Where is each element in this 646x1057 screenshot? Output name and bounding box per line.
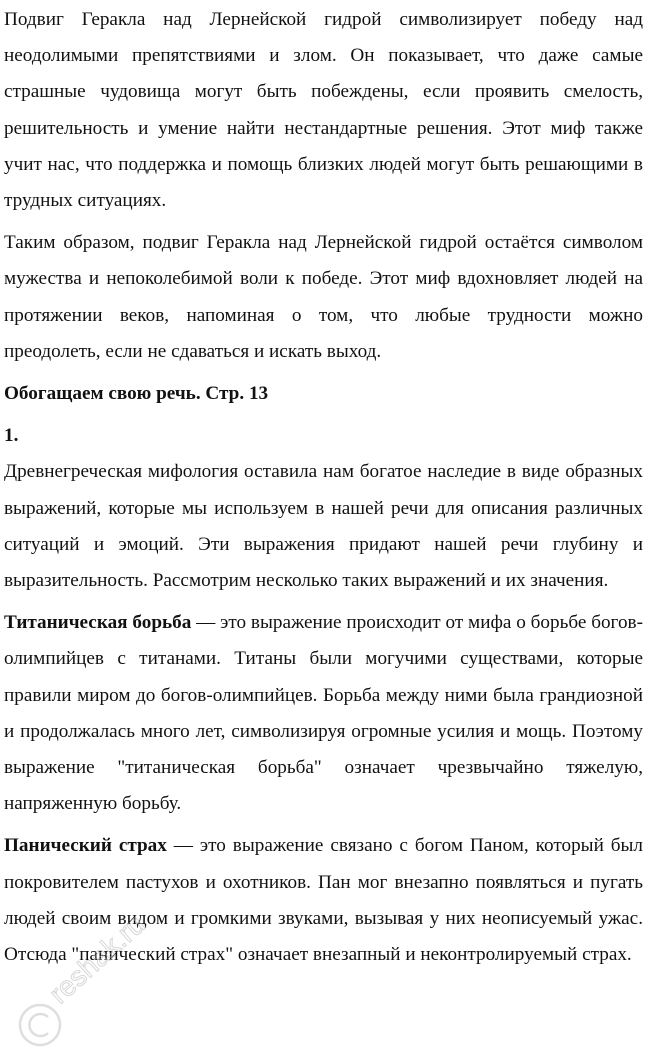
term-panic-fear — [4, 828, 643, 973]
term-definition: — это выражение происходит от мифа о борьбе богов-олимпийцев с титанами. Титаны были могучими существами, которые правили миром до богов-олимпийцев. Борьба между ними была грандиозной и продолжалась много лет, символизируя огромные усилия и мощь. Поэтому выражение "титаническая борьба" означает чрезвычайно тяжелую, напряженную борьбу. — [4, 612, 643, 815]
watermark-text: reshak.ru — [43, 908, 151, 1010]
paragraph-hydra-meaning: Подвиг Геракла над Лернейской гидрой символизирует победу над неодолимыми препятствиями и злом. Он показывает, что даже самые страшные чудовища могут быть побеждены, если проявить смелость, решительность и умение найти нестандартные решения. Этот миф также учит нас, что поддержка и помощь близких людей могут быть решающими в трудных ситуациях. — [4, 9, 643, 212]
term-definition: — это выражение связано с богом Паном, который был покровителем пастухов и охотников. Пан мог внезапно появляться и пугать людей своим видом и громкими звуками, вызывая у них неописуемый ужас. Отсюда "панический страх" означает внезапный и неконтролируемый страх. — [4, 835, 643, 966]
term-titanic-struggle — [4, 605, 643, 822]
term-title: Титаническая борьба — [4, 612, 192, 634]
paragraph-mythology-intro: Древнегреческая мифология оставила нам богатое наследие в виде образных выражений, которые мы используем в нашей речи для описания различных ситуаций и эмоций. Эти выражения придают нашей речи глубину и выразительность. Рассмотрим несколько таких выражений и их значения. — [4, 461, 643, 592]
term-title: Панический страх — [4, 835, 167, 857]
paragraph-hydra-conclusion: Таким образом, подвиг Геракла над Лернейской гидрой остаётся символом мужества и непоколебимой воли к победе. Этот миф вдохновляет людей на протяжении веков, напоминая о том, что любые трудности можно преодолеть, если не сдаваться и искать выход. — [4, 232, 643, 362]
task-number: 1. — [4, 425, 19, 447]
section-heading: Обогащаем свою речь. Стр. 13 — [4, 383, 269, 405]
